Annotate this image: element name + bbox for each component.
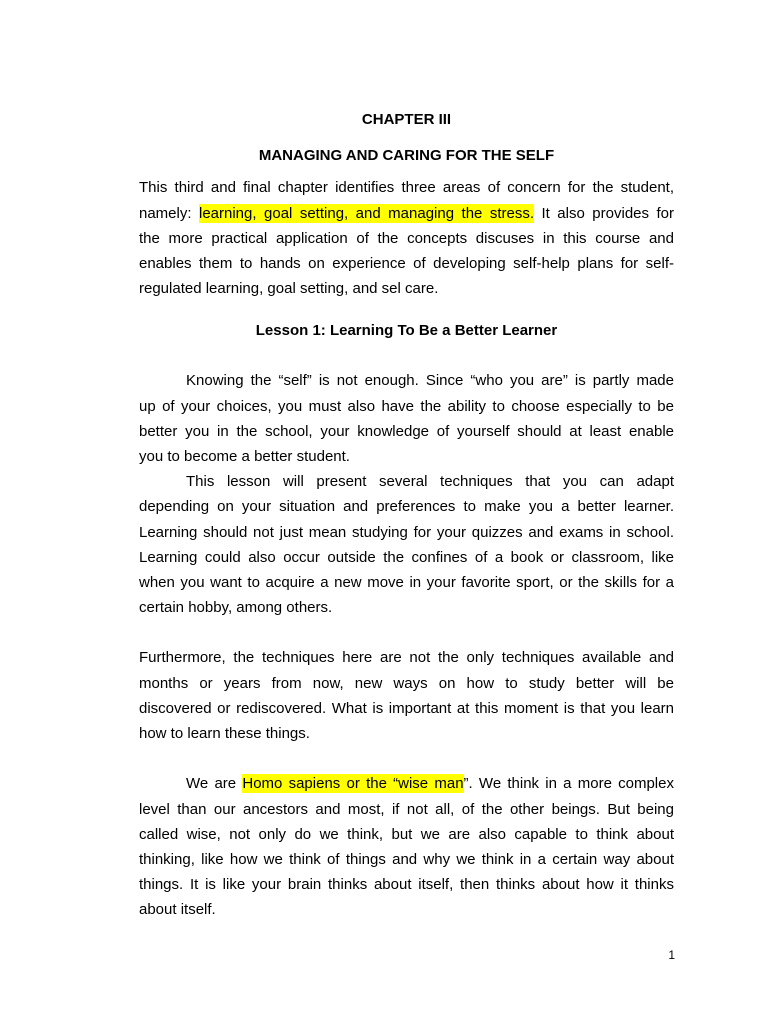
- paragraph-line: level than our ancestors and most, if not all, of the other beings. But being: [139, 800, 674, 818]
- intro-line-text: namely:: [139, 204, 199, 222]
- paragraph-line: called wise, not only do we think, but we are also capable to think about: [139, 825, 674, 843]
- paragraph-line: better you in the school, your knowledge of yourself should at least enable: [139, 422, 674, 440]
- paragraph-line: how to learn these things.: [139, 725, 310, 743]
- paragraph-line: depending on your situation and preferences to make you a better learner.: [139, 498, 674, 516]
- intro-line: enables them to hands on experience of developing self-help plans for self-: [139, 254, 674, 272]
- paragraph-line: up of your choices, you must also have the ability to choose especially to be: [139, 397, 674, 415]
- paragraph-line: Knowing the “self” is not enough. Since “who you are” is partly made: [186, 372, 674, 390]
- paragraph-line: Furthermore, the techniques here are not the only techniques available and: [139, 649, 674, 667]
- intro-line: This third and final chapter identifies three areas of concern for the student,: [139, 179, 674, 197]
- chapter-label: CHAPTER III: [361, 111, 452, 129]
- paragraph-knowing: [139, 368, 674, 469]
- intro-line-text: It also provides for: [534, 204, 674, 222]
- paragraph-line: discovered or rediscovered. What is important at this moment is that you learn: [139, 699, 674, 717]
- paragraph-line: certain hobby, among others.: [139, 599, 333, 617]
- paragraph-furthermore: [139, 645, 674, 746]
- paragraph-wise: [139, 771, 674, 922]
- paragraph-techniques: [139, 469, 674, 620]
- intro-line: the more practical application of the concepts discuses in this course and: [139, 229, 674, 247]
- paragraph-line: This lesson will present several techniques that you can adapt: [186, 473, 674, 491]
- intro-line: [139, 201, 674, 226]
- highlighted-text: learning, goal setting, and managing the stress.: [199, 204, 535, 222]
- lesson-body: [139, 368, 674, 922]
- paragraph-line: you to become a better student.: [139, 447, 350, 465]
- lesson-title: Lesson 1: Learning To Be a Better Learner: [255, 322, 558, 340]
- paragraph-line: about itself.: [139, 901, 216, 919]
- paragraph-spacer: [139, 620, 674, 645]
- paragraph-line: Learning could also occur outside the confines of a book or classroom, like: [139, 548, 674, 566]
- intro-line: regulated learning, goal setting, and sel care.: [139, 280, 439, 298]
- paragraph-line-text: We are: [186, 775, 243, 793]
- paragraph-line-text: ”. We think in a more complex: [463, 775, 674, 793]
- intro-paragraph: [139, 175, 674, 301]
- paragraph-line: [139, 771, 674, 796]
- paragraph-line: months or years from now, new ways on how to study better will be: [139, 674, 674, 692]
- paragraph-spacer: [139, 746, 674, 771]
- highlighted-text: Homo sapiens or the “wise man: [242, 775, 464, 793]
- paragraph-line: Learning should not just mean studying for your quizzes and exams in school.: [139, 523, 674, 541]
- chapter-title: MANAGING AND CARING FOR THE SELF: [258, 147, 555, 165]
- page-number: 1: [668, 948, 675, 962]
- paragraph-line: things. It is like your brain thinks about itself, then thinks about how it thinks: [139, 876, 674, 894]
- paragraph-line: thinking, like how we think of things and why we think in a certain way about: [139, 850, 674, 868]
- paragraph-line: when you want to acquire a new move in your favorite sport, or the skills for a: [139, 573, 674, 591]
